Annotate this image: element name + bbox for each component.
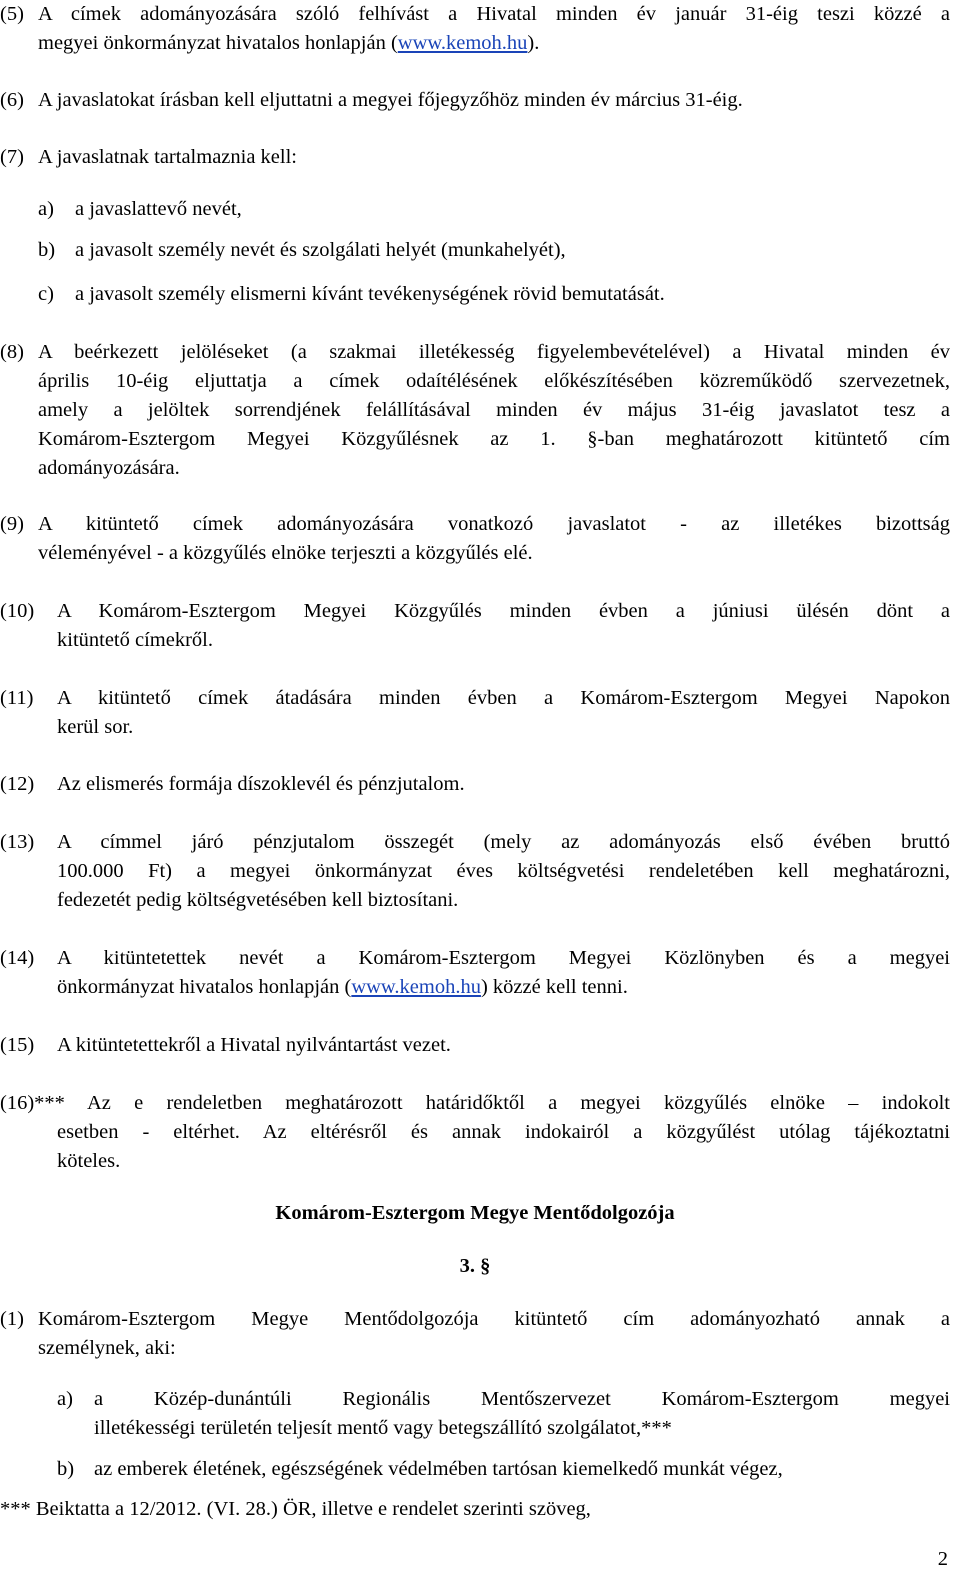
paragraph-line: Komárom-Esztergom Megye Mentődolgozója kitüntető cím adományozható annak a xyxy=(38,1308,950,1330)
section-paragraph-sign: 3. § xyxy=(459,1255,491,1277)
paragraph-line: Az e rendeletben meghatározott határidőktől a megyei közgyűlés elnöke – indokolt xyxy=(87,1092,950,1114)
paragraph-line: A Komárom-Esztergom Megyei Közgyűlés minden évben a júniusi ülésén dönt a xyxy=(57,600,950,622)
paragraph-line: A kitüntetettek nevét a Komárom-Esztergom Megyei Közlönyben és a megyei xyxy=(57,947,950,969)
paragraph-text: Az elismerés formája díszoklevél és pénzjutalom. xyxy=(57,773,465,795)
paragraph-line: A címek adományozására szóló felhívást a Hivatal minden év január 31-éig teszi közzé a xyxy=(38,3,950,25)
paragraph-number: (8) xyxy=(0,341,24,363)
paragraph-number: (6) xyxy=(0,89,24,111)
list-item-line: illetékességi területén teljesít mentő vagy betegszállító szolgálatot,*** xyxy=(94,1417,672,1439)
paragraph-number: (5) xyxy=(0,3,24,25)
paragraph-text: A kitüntetettekről a Hivatal nyilvántartást vezet. xyxy=(57,1034,451,1056)
paragraph-text: ) közzé kell tenni. xyxy=(480,976,628,998)
paragraph-line: személynek, aki: xyxy=(38,1337,176,1359)
paragraph-text: ). xyxy=(527,32,540,54)
list-item: a javaslattevő nevét, xyxy=(75,198,242,220)
list-item: a javasolt személy elismerni kívánt tevékenységének rövid bemutatását. xyxy=(75,283,665,305)
section-title: Komárom-Esztergom Megye Mentődolgozója xyxy=(275,1202,675,1224)
paragraph-number: (15) xyxy=(0,1034,35,1056)
paragraph-line: amely a jelöltek sorrendjének felállításával minden év május 31-éig javaslatot tesz a xyxy=(38,399,950,421)
list-marker: b) xyxy=(57,1458,75,1480)
list-item-line: az emberek életének, egészségének védelmében tartósan kiemelkedő munkát végez, xyxy=(94,1458,783,1480)
paragraph-number: (16)*** xyxy=(0,1092,65,1114)
paragraph-line: fedezetét pedig költségvetésében kell biztosítani. xyxy=(57,889,459,911)
paragraph-line: Komárom-Esztergom Megyei Közgyűlésnek az 1. §-ban meghatározott kitüntető cím xyxy=(38,428,950,450)
paragraph-line: adományozására. xyxy=(38,457,180,479)
paragraph-line: A címmel járó pénzjutalom összegét (mely az adományozás első évében bruttó xyxy=(57,831,950,853)
paragraph-number: (12) xyxy=(0,773,35,795)
paragraph-line: véleményével - a közgyűlés elnöke terjeszti a közgyűlés elé. xyxy=(38,542,533,564)
paragraph-number: (13) xyxy=(0,831,35,853)
paragraph-text: önkormányzat hivatalos honlapján ( xyxy=(57,976,352,998)
paragraph-line: köteles. xyxy=(57,1150,121,1172)
paragraph-line: 100.000 Ft) a megyei önkormányzat éves költségvetési rendeletében kell meghatározni, xyxy=(57,860,950,882)
paragraph-number: (9) xyxy=(0,513,24,535)
paragraph-number: (10) xyxy=(0,600,35,622)
list-marker: a) xyxy=(57,1388,73,1410)
list-marker: b) xyxy=(38,239,56,261)
website-link[interactable]: www.kemoh.hu xyxy=(351,976,481,998)
paragraph-text: megyei önkormányzat hivatalos honlapján ( xyxy=(38,32,398,54)
list-item-line: a Közép-dunántúli Regionális Mentőszervezet Komárom-Esztergom megyei xyxy=(94,1388,950,1410)
list-marker: a) xyxy=(38,198,54,220)
paragraph-number: (7) xyxy=(0,146,24,168)
paragraph-number: (1) xyxy=(0,1308,24,1330)
paragraph-text: A javaslatnak tartalmaznia kell: xyxy=(38,146,297,168)
paragraph-line: esetben - eltérhet. Az eltérésről és annak indokairól a közgyűlést utólag tájékoztatni xyxy=(57,1121,950,1143)
paragraph-number: (14) xyxy=(0,947,35,969)
paragraph-line: A kitüntető címek átadására minden évben a Komárom-Esztergom Megyei Napokon xyxy=(57,687,950,709)
website-link[interactable]: www.kemoh.hu xyxy=(397,32,528,54)
paragraph-line: kerül sor. xyxy=(57,716,134,738)
paragraph-line: kitüntető címekről. xyxy=(57,629,213,651)
paragraph-line: április 10-éig eljuttatja a címek odaítélésének előkészítésében közreműködő szervezetnek, xyxy=(38,370,950,392)
page-number: 2 xyxy=(937,1548,948,1570)
paragraph-text: A javaslatokat írásban kell eljuttatni a megyei főjegyzőhöz minden év március 31-éig. xyxy=(38,89,743,111)
list-marker: c) xyxy=(38,283,54,305)
paragraph-line: A kitüntető címek adományozására vonatkozó javaslatot - az illetékes bizottság xyxy=(38,513,950,535)
paragraph-number: (11) xyxy=(0,687,34,709)
list-item: a javasolt személy nevét és szolgálati helyét (munkahelyét), xyxy=(75,239,566,261)
paragraph-line: A beérkezett jelöléseket (a szakmai illetékesség figyelembevételével) a Hivatal minden év xyxy=(38,341,950,363)
footnote: *** Beiktatta a 12/2012. (VI. 28.) ÖR, illetve e rendelet szerinti szöveg, xyxy=(0,1498,591,1520)
